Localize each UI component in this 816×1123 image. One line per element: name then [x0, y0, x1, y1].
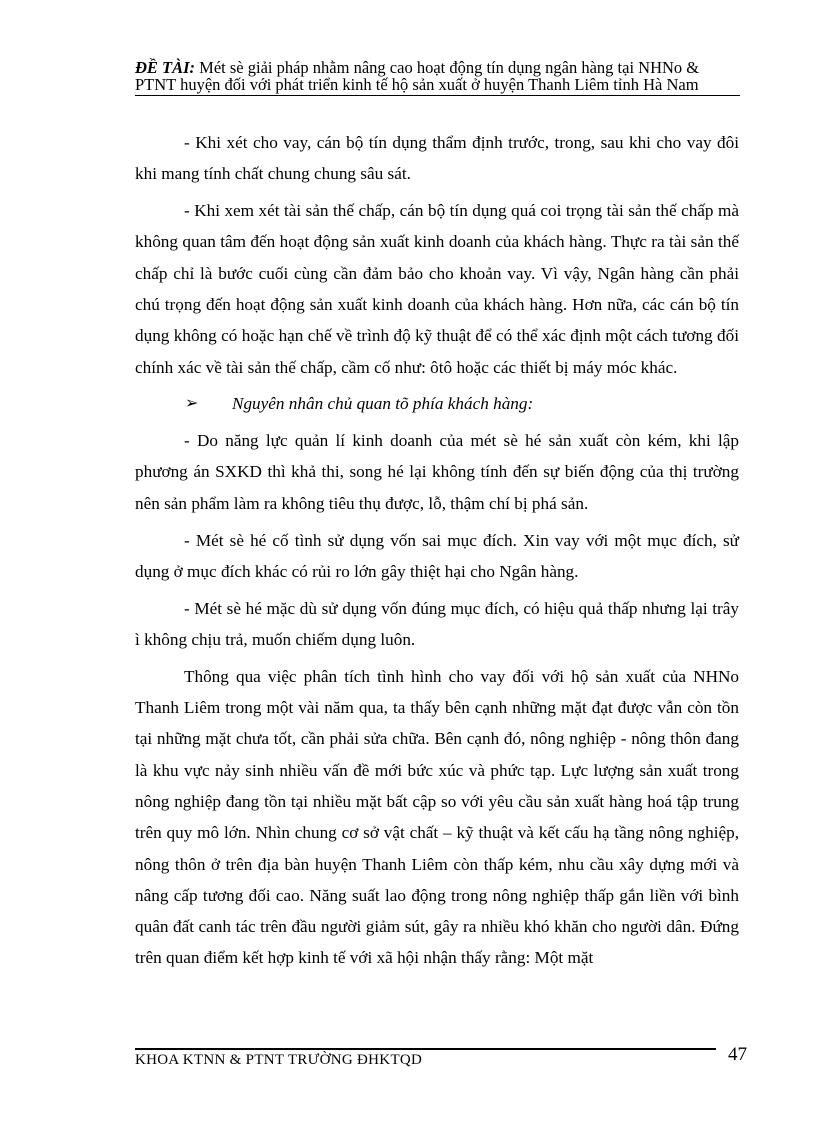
paragraph: - Khi xem xét tài sản thế chấp, cán bộ tín dụng quá coi trọng tài sản thế chấp mà không quan tâm đến hoạt động sản xuất kinh doanh của khách hàng. Thực ra tài sản thế chấp chỉ là bước cuối cùng cần đảm bảo cho khoản vay. Vì vậy, Ngân hàng cần phải chú trọng đến hoạt động sản xuất kinh doanh của khách hàng. Hơn nữa, các cán bộ tín dụng không có hoặc hạn chế về trình độ kỹ thuật để có thể xác định một cách tương đối chính xác về tài sản thế chấp, cầm cố như: ôtô hoặc các thiết bị máy móc khác.	[135, 201, 739, 377]
header-label: ĐỀ TÀI:	[135, 58, 196, 77]
arrow-bullet-icon: ➢	[185, 395, 199, 413]
document-body	[135, 127, 739, 979]
footer-divider	[135, 1048, 716, 1050]
bullet-heading-text: Nguyên nhân chủ quan tõ phía khách hàng:	[232, 394, 534, 414]
paragraph: Thông qua việc phân tích tình hình cho vay đối với hộ sản xuất của NHNo Thanh Liêm trong một vài năm qua, ta thấy bên cạnh những mặt đạt được vẫn còn tồn tại những mặt chưa tốt, cần phải sửa chữa. Bên cạnh đó, nông nghiệp - nông thôn đang là khu vực nảy sinh nhiều vấn đề mới bức xúc và phức tạp. Lực lượng sản xuất trong nông nghiệp đang tồn tại nhiều mặt bất cập so với yêu cầu sản xuất hàng hoá tập trung trên quy mô lớn. Nhìn chung cơ sở vật chất – kỹ thuật và kết cấu hạ tầng nông nghiệp, nông thôn ở trên địa bàn huyện Thanh Liêm còn thấp kém, nhu cầu xây dựng mới và nâng cấp tương đối cao. Năng suất lao động trong nông nghiệp thấp gắn liền với bình quân đất canh tác trên đầu người giảm sút, gây ra nhiều khó khăn cho người dân. Đứng trên quan điểm kết hợp kinh tế với xã hội nhận thấy rằng: Một mặt	[135, 666, 739, 968]
page-number: 47	[728, 1044, 747, 1065]
page-header	[135, 59, 740, 96]
header-title: Mét sè giải pháp nhằm nâng cao hoạt động tín dụng ngân hàng tại NHNo & PTNT huyện đối với phát triển kinh tế hộ sản xuất ở huyện Thanh Liêm tỉnh Hà Nam	[135, 58, 700, 94]
paragraph: - Mét sè hé cố tình sử dụng vốn sai mục đích. Xin vay với một mục đích, sử dụng ở mục đích khác có rủi ro lớn gây thiệt hại cho Ngân hàng.	[135, 530, 739, 581]
paragraph: - Do năng lực quản lí kinh doanh của mét sè hé sản xuất còn kém, khi lập phương án SXKD thì khả thi, song hé lại không tính đến sự biến động của thị trường nên sản phẩm làm ra không tiêu thụ được, lỗ, thậm chí bị phá sản.	[135, 431, 739, 513]
footer-faculty: KHOA KTNN & PTNT TRƯỜNG ĐHKTQD	[135, 1052, 423, 1068]
paragraph: - Khi xét cho vay, cán bộ tín dụng thẩm định trước, trong, sau khi cho vay đôi khi mang tính chất chung chung sâu sát.	[135, 133, 739, 184]
bullet-heading	[135, 388, 739, 419]
paragraph: - Mét sè hé mặc dù sử dụng vốn đúng mục đích, có hiệu quả thấp nhưng lại trây ì không chịu trả, muốn chiếm dụng luôn.	[135, 598, 739, 649]
